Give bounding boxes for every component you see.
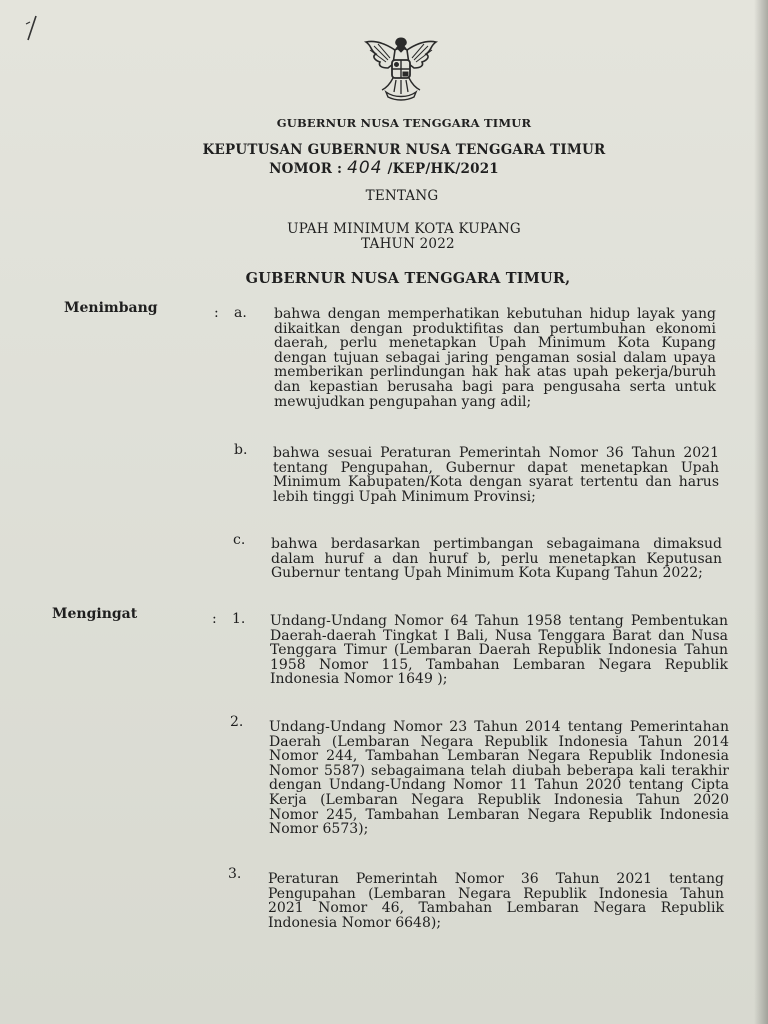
menimbang-item-a: bahwa dengan memperhatikan kebutuhan hidup layak yang dikaitkan dengan produktifitas dan pertumbuhan ekonomi daerah, perlu menetapkan Upah Minimum Kota Kupang dengan tujuan sebagai jaring pengaman sosial dalam upaya memberikan perlindungan hak hak atas upah pekerja/buruh dan kepastian berusaha bagi para pengusaha serta untuk mewujudkan pengupahan yang adil;	[274, 306, 716, 410]
menimbang-marker-a: a.	[234, 305, 247, 321]
mengingat-item-2: Undang-Undang Nomor 23 Tahun 2014 tentang Pemerintahan Daerah (Lembaran Negara Republik Indonesia Tahun 2014 Nomor 244, Tambahan Lembaran Negara Republik Indonesia Nomor 5587) sebagaimana telah diubah beberapa kali terakhir dengan Undang-Undang Nomor 11 Tahun 2020 tentang Cipta Kerja (Lembaran Negara Republik Indonesia Tahun 2020 Nomor 245, Tambahan Lembaran Negara Republik Indonesia Nomor 6573);	[269, 719, 729, 838]
mengingat-marker-2: 2.	[230, 714, 244, 730]
mengingat-item-1: Undang-Undang Nomor 64 Tahun 1958 tentang Pembentukan Daerah-daerah Tingkat I Bali, Nusa Tenggara Barat dan Nusa Tenggara Timur (Lembaran Daerah Republik Indonesia Tahun 1958 Nomor 115, Tambahan Lembaran Negara Republik Indonesia Nomor 1649 );	[270, 613, 728, 688]
decree-number	[0, 158, 768, 178]
number-prefix: NOMOR :	[269, 161, 343, 177]
governor-heading: GUBERNUR NUSA TENGGARA TIMUR,	[245, 270, 571, 287]
menimbang-colon: :	[214, 305, 219, 321]
about-heading: TENTANG	[365, 188, 439, 204]
office-heading: GUBERNUR NUSA TENGGARA TIMUR	[276, 116, 532, 130]
menimbang-item-c: bahwa berdasarkan pertimbangan sebagaimana dimaksud dalam huruf a dan huruf b, perlu menetapkan Keputusan Gubernur tentang Upah Minimum Kota Kupang Tahun 2022;	[271, 536, 722, 582]
garuda-emblem-icon	[362, 34, 440, 104]
mengingat-label: Mengingat	[52, 606, 138, 622]
mengingat-marker-1: 1.	[232, 611, 246, 627]
menimbang-marker-c: c.	[233, 532, 246, 548]
subject-line-1: UPAH MINIMUM KOTA KUPANG	[287, 221, 521, 237]
pen-mark-icon	[22, 14, 42, 44]
decree-title: KEPUTUSAN GUBERNUR NUSA TENGGARA TIMUR	[202, 142, 606, 158]
menimbang-marker-b: b.	[234, 442, 248, 458]
mengingat-marker-3: 3.	[228, 866, 242, 882]
subject-line-2: TAHUN 2022	[361, 236, 455, 252]
mengingat-colon: :	[212, 611, 217, 627]
menimbang-label: Menimbang	[64, 300, 158, 316]
menimbang-item-b: bahwa sesuai Peraturan Pemerintah Nomor 36 Tahun 2021 tentang Pengupahan, Gubernur dapat menetapkan Upah Minimum Kabupaten/Kota dengan syarat tertentu dan harus lebih tinggi Upah Minimum Provinsi;	[273, 445, 719, 505]
number-suffix: /KEP/HK/2021	[387, 161, 499, 177]
mengingat-item-3: Peraturan Pemerintah Nomor 36 Tahun 2021 tentang Pengupahan (Lembaran Negara Republik Indonesia Tahun 2021 Nomor 46, Tambahan Lembaran Negara Republik Indonesia Nomor 6648);	[268, 871, 724, 931]
number-handwritten: 404	[347, 158, 383, 178]
